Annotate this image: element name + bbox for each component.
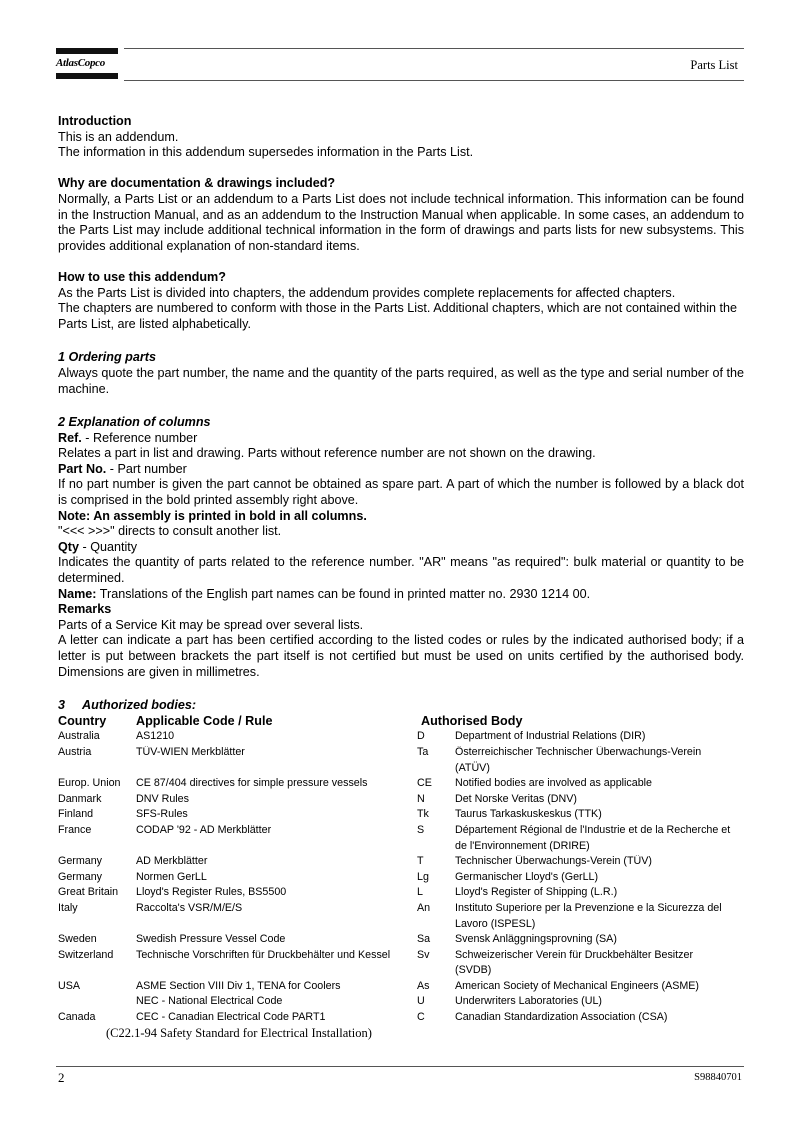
cell-code: CEC - Canadian Electrical Code PART1 xyxy=(136,1011,326,1024)
cell-letter: D xyxy=(417,730,425,743)
name-line xyxy=(58,587,744,603)
partno-text: If no part number is given the part cannot be obtained as spare part. A part of which the number is followed by a black dot is comprised in the bold printed assembly right above. xyxy=(58,477,744,508)
cell-code: SFS-Rules xyxy=(136,808,188,821)
page-number: 2 xyxy=(58,1070,65,1085)
table-row xyxy=(58,729,748,745)
cell-country: Australia xyxy=(58,730,100,743)
cell-code: TÜV-WIEN Merkblätter xyxy=(136,745,245,758)
cell-letter: An xyxy=(417,901,431,914)
ref-line xyxy=(58,431,744,447)
authorized-bodies-table xyxy=(58,714,748,1026)
cell-code: NEC - National Electrical Code xyxy=(136,995,283,1008)
cell-code: AS1210 xyxy=(136,730,175,743)
table-row xyxy=(58,979,748,995)
cell-code: Normen GerLL xyxy=(136,870,207,883)
logo-text: AtlasCopco xyxy=(56,57,105,69)
cell-body: Schweizerischer Verein für Druckbehälter Besitzer (SVDB) xyxy=(455,948,694,977)
table-row xyxy=(58,994,748,1010)
cell-letter: U xyxy=(417,995,425,1008)
cell-body: Département Régional de l'Industrie et de la Recherche et de l'Environnement (DRIRE) xyxy=(455,823,731,852)
intro-heading: Introduction xyxy=(58,114,132,128)
cell-letter: CE xyxy=(417,777,432,790)
ordering-heading: 1 Ordering parts xyxy=(58,350,156,365)
cell-letter: As xyxy=(417,979,430,992)
cell-code: Lloyd's Register Rules, BS5500 xyxy=(136,886,287,899)
assembly-note: Note: An assembly is printed in bold in all columns. xyxy=(58,508,367,523)
cell-country: USA xyxy=(58,979,81,992)
table-row xyxy=(58,792,748,808)
qty-text: Indicates the quantity of parts related to the reference number. "AR" means "as required": bulk material or quantity to be determined. xyxy=(58,555,744,586)
cell-body: Germanischer Lloyd's (GerLL) xyxy=(455,870,599,883)
table-footnote: (C22.1-94 Safety Standard for Electrical Installation) xyxy=(106,1025,372,1040)
footer-rule xyxy=(56,1066,744,1067)
cell-code: ASME Section VIII Div 1, TENA for Coolers xyxy=(136,979,341,992)
cell-body: Canadian Standardization Association (CSA) xyxy=(455,1011,668,1024)
why-text: Normally, a Parts List or an addendum to a Parts List does not include technical information. This information can be found in the Instruction Manual, and as an addendum to the Instruction Manual when applicable. In some cases, an addendum to the Parts List may include additional technical information in the form of drawings and parts lists for new subsystems. This provides additional explanation of non-standard items. xyxy=(58,191,744,253)
table-row xyxy=(58,948,748,979)
cell-letter: N xyxy=(417,792,425,805)
cell-body: Svensk Anläggningsprovning (SA) xyxy=(455,933,617,946)
howto-line-2: The chapters are numbered to conform with those in the Parts List. Additional chapters, which are not contained within the Parts List, are listed alphabetically. xyxy=(58,301,738,331)
cell-body: Taurus Tarkaskuskeskus (TTK) xyxy=(455,808,602,821)
ref-desc: - Reference number xyxy=(81,430,198,445)
cell-body: Lloyd's Register of Shipping (L.R.) xyxy=(455,886,618,899)
cell-letter: C xyxy=(417,1011,425,1024)
cell-code: CODAP '92 - AD Merkblätter xyxy=(136,823,272,836)
howto-line-1: As the Parts List is divided into chapters, the addendum provides complete replacements for affected chapters. xyxy=(58,285,676,300)
ref-text: Relates a part in list and drawing. Parts without reference number are not shown on the drawing. xyxy=(58,446,596,461)
cell-body: Department of Industrial Relations (DIR) xyxy=(455,730,646,743)
cell-body: Instituto Superiore per la Prevenzione e la Sicurezza del Lavoro (ISPESL) xyxy=(455,901,722,930)
table-row xyxy=(58,1010,748,1026)
cell-country: Danmark xyxy=(58,792,102,805)
table-row xyxy=(58,854,748,870)
qty-label: Qty xyxy=(58,539,79,554)
cell-code: Raccolta's VSR/M/E/S xyxy=(136,901,243,914)
cell-country: Great Britain xyxy=(58,886,119,899)
qty-line xyxy=(58,540,744,556)
partno-label: Part No. xyxy=(58,461,107,476)
col-code: Applicable Code / Rule xyxy=(136,713,273,728)
document-code: S98840701 xyxy=(694,1072,742,1083)
name-text: Translations of the English part names can be found in printed matter no. 2930 1214 00. xyxy=(96,586,591,601)
table-header-row xyxy=(58,714,748,730)
cell-body: Notified bodies are involved as applicable xyxy=(455,777,653,790)
cell-country: Germany xyxy=(58,870,103,883)
table-row xyxy=(58,807,748,823)
cell-country: Germany xyxy=(58,855,103,868)
bodies-heading: 3 Authorized bodies: xyxy=(58,698,197,713)
intro-line-1: This is an addendum. xyxy=(58,129,179,144)
cell-code: DNV Rules xyxy=(136,792,189,805)
cell-letter: Lg xyxy=(417,870,429,883)
col-body: Authorised Body xyxy=(421,713,523,728)
cell-code: CE 87/404 directives for simple pressure vessels xyxy=(136,777,368,790)
cell-letter: Sa xyxy=(417,933,431,946)
cell-country: Finland xyxy=(58,808,94,821)
name-label: Name: xyxy=(58,586,97,601)
remarks-line-1: Parts of a Service Kit may be spread over several lists. xyxy=(58,617,364,632)
partno-desc: - Part number xyxy=(106,461,187,476)
table-row xyxy=(58,885,748,901)
cell-country: Canada xyxy=(58,1011,96,1024)
cell-letter: Tk xyxy=(417,808,429,821)
cell-country: Austria xyxy=(58,745,92,758)
page-title: Parts List xyxy=(690,58,738,72)
table-row xyxy=(58,823,748,854)
cell-country: Switzerland xyxy=(58,948,114,961)
cell-body: Underwriters Laboratories (UL) xyxy=(455,995,602,1008)
cell-letter: L xyxy=(417,886,423,899)
cell-country xyxy=(58,994,131,1010)
cell-body: Technischer Überwachungs-Verein (TÜV) xyxy=(455,855,652,868)
table-row xyxy=(58,745,748,776)
cell-letter: Sv xyxy=(417,948,430,961)
ordering-text: Always quote the part number, the name and the quantity of the parts required, as well as the type and serial number of the machine. xyxy=(58,365,744,396)
cell-country: Sweden xyxy=(58,933,97,946)
cell-letter: Ta xyxy=(417,745,429,758)
table-row xyxy=(58,901,748,932)
remarks-heading: Remarks xyxy=(58,602,112,617)
intro-line-2: The information in this addendum supersedes information in the Parts List. xyxy=(58,145,474,160)
cell-letter: T xyxy=(417,855,424,868)
cell-code: Swedish Pressure Vessel Code xyxy=(136,933,286,946)
columns-heading: 2 Explanation of columns xyxy=(58,415,211,430)
partno-line xyxy=(58,462,744,478)
header-rule-bottom xyxy=(124,80,744,81)
why-heading: Why are documentation & drawings included? xyxy=(58,176,336,191)
cell-body: Det Norske Veritas (DNV) xyxy=(455,792,577,805)
cell-body: Österreichischer Technischer Überwachungs-Verein (ATÜV) xyxy=(455,745,702,774)
cell-body: American Society of Mechanical Engineers (ASME) xyxy=(455,979,699,992)
cell-country: Italy xyxy=(58,901,78,914)
arrows-note: "<<< >>>" directs to consult another list. xyxy=(58,524,282,539)
ref-label: Ref. xyxy=(58,430,82,445)
cell-code: AD Merkblätter xyxy=(136,855,208,868)
col-country: Country xyxy=(58,713,107,728)
cell-country: Europ. Union xyxy=(58,777,121,790)
cell-country: France xyxy=(58,823,92,836)
table-row xyxy=(58,870,748,886)
howto-heading: How to use this addendum? xyxy=(58,269,226,284)
header-rule-top xyxy=(124,48,744,49)
document-body xyxy=(58,114,744,1041)
atlas-copco-logo xyxy=(56,48,118,82)
table-row xyxy=(58,932,748,948)
cell-code: Technische Vorschriften für Druckbehälter und Kessel xyxy=(136,948,391,961)
table-row xyxy=(58,776,748,792)
qty-desc: - Quantity xyxy=(79,539,138,554)
cell-letter: S xyxy=(417,823,425,836)
remarks-line-2: A letter can indicate a part has been certified according to the listed codes or rules by the indicated authorised body; if a letter is put between brackets the part itself is not certified but must be used on units certified by the authorised body. Dimensions are given in millimetres. xyxy=(58,633,744,679)
